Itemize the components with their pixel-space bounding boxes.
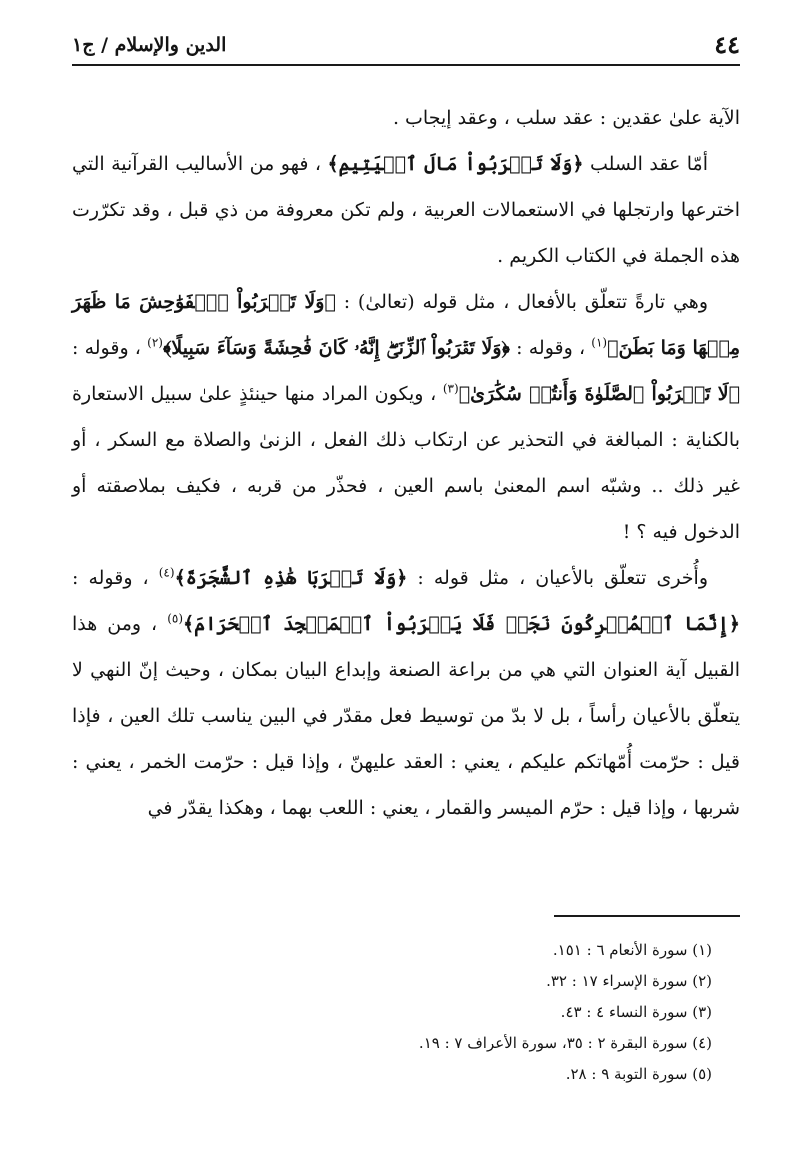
footnote-ref: (٤) (158, 565, 175, 580)
quran-verse: ﴿لَا تَقۡرَبُواْ ٱلصَّلَوٰةَ وَأَنتُمۡ سُكَٰرَىٰ﴾ (458, 383, 740, 405)
running-title: الدين والإسلام / ج١ (72, 34, 227, 56)
quran-verse: ﴿وَلَا تَقۡرَبُواْ ٱلۡفَوَٰحِشَ مَا ظَهَرَ مِنۡهَا وَمَا بَطَنَ﴾ (72, 291, 741, 359)
quran-verse: ﴿إِنَّمَا ٱلۡمُشۡرِكُونَ نَجَسٞ فَلَا يَقۡرَبُواْ ٱلۡمَسۡجِدَ ٱلۡحَرَامَ﴾ (183, 613, 740, 635)
footnotes (72, 935, 712, 1090)
footnote-ref: (٢) (147, 335, 163, 350)
quran-verse: ﴿وَلَا تَقۡرَبُواْ مَالَ ٱلۡيَتِيمِ﴾ (327, 153, 584, 175)
footnote: (١) سورة الأنعام ٦ : ١٥١. (552, 941, 712, 959)
quran-verse: ﴿وَلَا تَقۡرَبُواْ ٱلزِّنَىٰٓۖ إِنَّهُۥ كَانَ فَٰحِشَةً وَسَآءَ سَبِيلًا﴾ (162, 337, 510, 359)
page-number: ٤٤ (714, 30, 740, 59)
text-run: ، وقوله : (509, 337, 592, 359)
text-run: الآية علىٰ عقدين : عقد سلب ، وعقد إيجاب . (392, 107, 740, 129)
footnote-ref: (٣) (442, 381, 459, 396)
footnote-ref: (٥) (167, 611, 184, 626)
text-run: أمّا عقد السلب (583, 153, 708, 175)
text-run: ، وقوله : (72, 567, 159, 589)
paragraph (72, 141, 740, 279)
paragraph (72, 555, 740, 831)
footnote: (٤) سورة البقرة ٢ : ٣٥، سورة الأعراف ٧ : ١٩. (418, 1034, 712, 1052)
text-run: وأُخرى تتعلّق بالأعيان ، مثل قوله : (407, 567, 708, 589)
text-run: ، وقوله : (72, 337, 148, 359)
footnote: (٣) سورة النساء ٤ : ٤٣. (560, 1003, 712, 1021)
footnote: (٥) سورة التوبة ٩ : ٢٨. (565, 1065, 712, 1083)
page-header (72, 30, 740, 66)
text-run: وهي تارةً تتعلّق بالأفعال ، مثل قوله (تعالىٰ) : (335, 291, 708, 313)
footnote-separator (554, 915, 740, 917)
footnote-ref: (١) (591, 335, 608, 350)
text-run: ، ومن هذا القبيل آية العنوان التي هي من براعة الصنعة وإبداع البيان بمكان ، وحيث إنّ النهي لا يتعلّق بالأعيان رأساً ، بل لا بدّ من توسيط فعل مقدّر في البين يناسب تلك العين ، فإذا قيل : حرّمت أُمّهاتكم عليكم ، يعني : العقد عليهنّ ، وإذا قيل : حرّمت الخمر ، يعني : شربها ، وإذا قيل : حرّم الميسر والقمار ، يعني : اللعب بهما ، وهكذا يقدّر في (72, 613, 740, 819)
paragraph (72, 279, 740, 555)
paragraph (72, 95, 740, 141)
quran-verse: ﴿وَلَا تَقۡرَبَا هَٰذِهِ ٱلشَّجَرَةَ﴾ (174, 567, 408, 589)
footnote: (٢) سورة الإسراء ١٧ : ٣٢. (546, 972, 712, 990)
text-run: ، فهو من الأساليب القرآنية التي اخترعها وارتجلها في الاستعمالات العربية ، ولم تكن معروفة من ذي قبل ، وقد تكرّرت هذه الجملة في الكتاب الكريم . (72, 153, 740, 267)
text-run: ، ويكون المراد منها حينئذٍ علىٰ سبيل الاستعارة بالكناية : المبالغة في التحذير عن ارتكاب ذلك الفعل ، الزنىٰ والصلاة مع السكر ، أو غير ذلك .. وشبّه اسم المعنىٰ باسم العين ، فحذّر من قربه ، فكيف بملاصقته أو الدخول فيه ؟ ! (72, 383, 740, 543)
main-text (72, 95, 740, 831)
